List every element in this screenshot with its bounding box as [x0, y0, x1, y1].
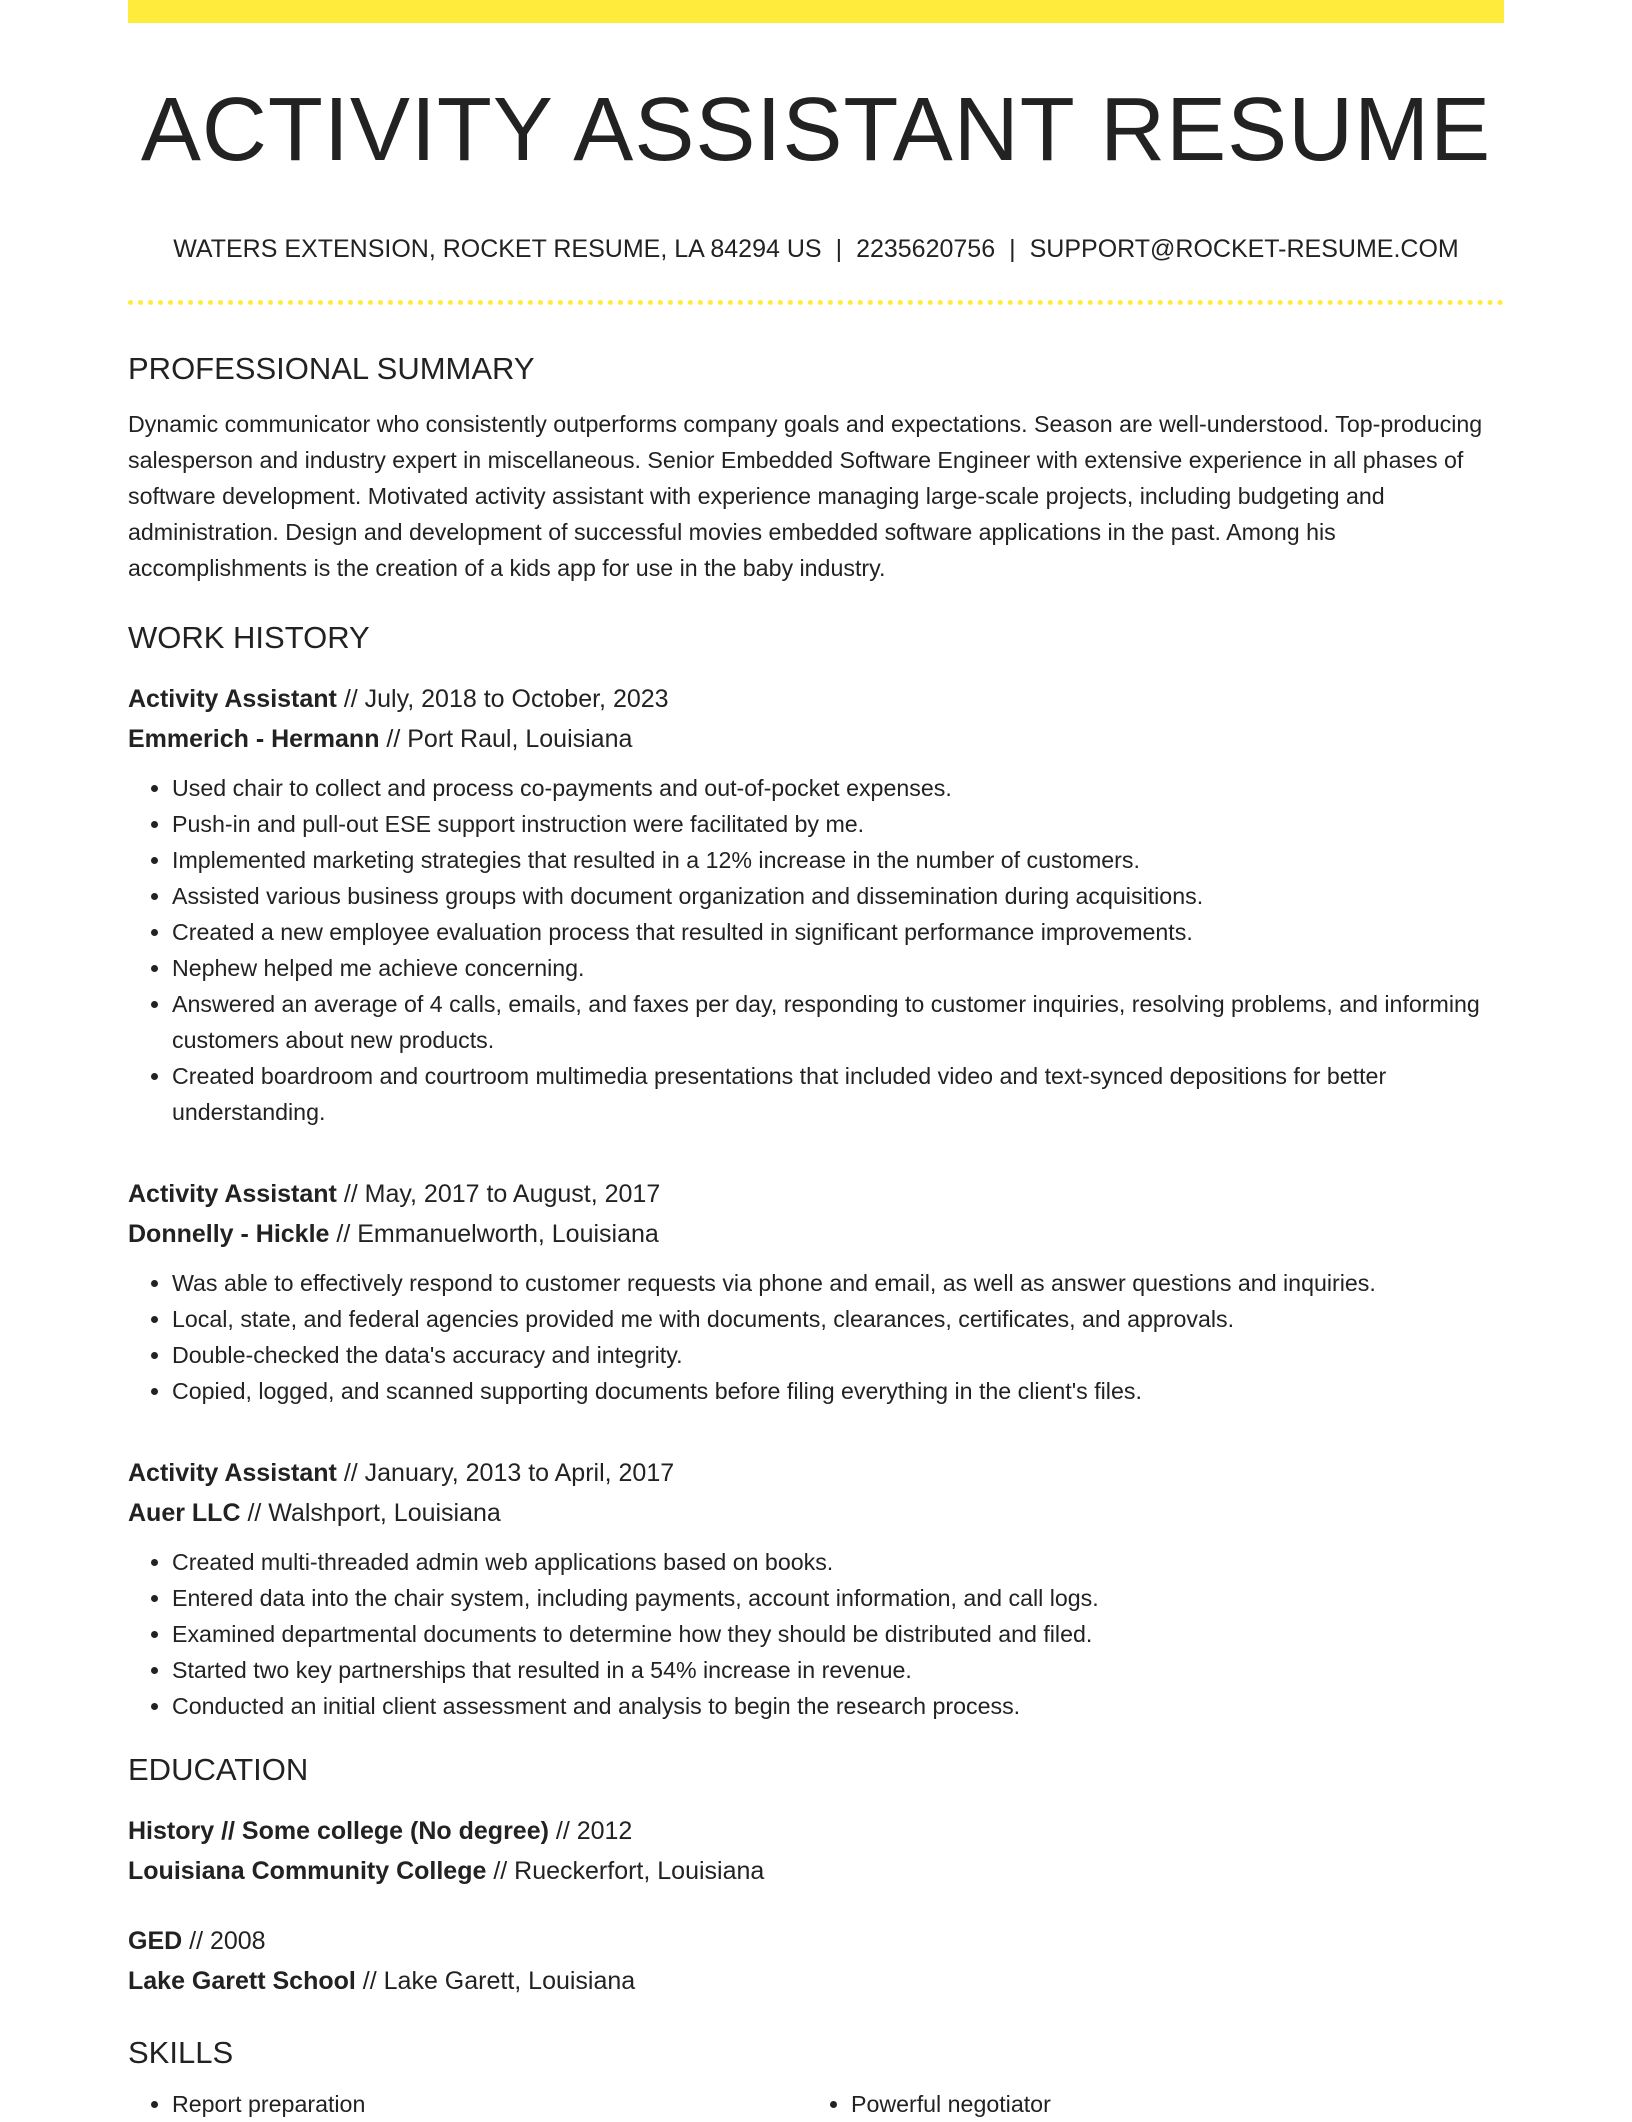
- job-company-line: [128, 1214, 1504, 1254]
- skills-list-left: [128, 2086, 807, 2122]
- job-bullets: [128, 1544, 1504, 1724]
- education-year: // 2012: [548, 1817, 633, 1845]
- job-bullet: • Double-checked the data's accuracy and integrity.: [172, 1337, 1504, 1373]
- contact-email: SUPPORT@ROCKET-RESUME.COM: [1029, 235, 1459, 263]
- section-heading-education: EDUCATION: [128, 1752, 309, 1787]
- job-bullet: • Nephew helped me achieve concerning.: [172, 950, 1504, 986]
- job-bullet: • Assisted various business groups with document organization and dissemination during acquisitions.: [172, 878, 1504, 914]
- resume-title: ACTIVITY ASSISTANT RESUME: [140, 80, 1492, 180]
- contact-phone: 2235620756: [856, 235, 996, 263]
- job-bullet: • Created multi-threaded admin web applications based on books.: [172, 1544, 1504, 1580]
- job-bullet: • Copied, logged, and scanned supporting documents before filing everything in the client's files.: [172, 1373, 1504, 1409]
- skills-section: [128, 2037, 1504, 2122]
- job-entry: [128, 1174, 1504, 1409]
- job-bullet: • Was able to effectively respond to customer requests via phone and email, as well as answer questions and inquiries.: [172, 1265, 1504, 1301]
- education-degree-line: [128, 1811, 1504, 1851]
- skills-columns: [128, 2086, 1504, 2122]
- summary-text: Dynamic communicator who consistently outperforms company goals and expectations. Season are well-understood. Top-producing salesperson and industry expert in miscellaneous. Senior Embedded Software Engineer with extensive experience in all phases of software development. Motivated activity assistant with experience managing large-scale projects, including budgeting and administration. Design and development of successful movies embedded software applications in the past. Among his accomplishments is the creation of a kids app for use in the baby industry.: [128, 411, 1483, 581]
- job-bullet: • Created boardroom and courtroom multimedia presentations that included video and text-synced depositions for better understanding.: [172, 1058, 1504, 1130]
- education-location: // Lake Garett, Louisiana: [355, 1967, 636, 1995]
- dotted-divider: [128, 300, 1504, 305]
- skill-item: • Powerful negotiator: [851, 2086, 1486, 2122]
- education-entry: [128, 1811, 1504, 1891]
- education-degree: History // Some college (No degree): [128, 1817, 549, 1845]
- job-title: Activity Assistant: [128, 685, 337, 713]
- job-title-line: [128, 1453, 1504, 1493]
- job-company: Auer LLC: [128, 1499, 241, 1527]
- job-bullet: • Conducted an initial client assessment and analysis to begin the research process.: [172, 1688, 1504, 1724]
- job-company: Emmerich - Hermann: [128, 725, 380, 753]
- contact-separator: |: [1009, 235, 1016, 263]
- job-location: // Walshport, Louisiana: [240, 1499, 501, 1527]
- job-bullet: • Started two key partnerships that resulted in a 54% increase in revenue.: [172, 1652, 1504, 1688]
- section-heading-skills: SKILLS: [128, 2035, 234, 2070]
- job-title-line: [128, 679, 1504, 719]
- job-location: // Emmanuelworth, Louisiana: [329, 1220, 659, 1248]
- job-bullets: [128, 770, 1504, 1130]
- contact-separator: |: [835, 235, 843, 263]
- job-bullet: • Used chair to collect and process co-payments and out-of-pocket expenses.: [172, 770, 1504, 806]
- job-bullet: • Created a new employee evaluation process that resulted in significant performance improvements.: [172, 914, 1504, 950]
- education-school-line: [128, 1851, 1504, 1891]
- job-bullet: • Push-in and pull-out ESE support instruction were facilitated by me.: [172, 806, 1504, 842]
- education-year: // 2008: [182, 1927, 266, 1955]
- education-section: [128, 1754, 1504, 2001]
- job-title-line: [128, 1174, 1504, 1214]
- job-title: Activity Assistant: [128, 1180, 337, 1208]
- section-heading-work-history: WORK HISTORY: [128, 620, 370, 655]
- job-entry: [128, 1453, 1504, 1724]
- job-company: Donnelly - Hickle: [128, 1220, 330, 1248]
- accent-top-bar: [128, 0, 1504, 23]
- job-company-line: [128, 1493, 1504, 1533]
- job-dates: // May, 2017 to August, 2017: [336, 1180, 661, 1208]
- job-bullet: • Examined departmental documents to determine how they should be distributed and filed.: [172, 1616, 1504, 1652]
- job-bullet: • Local, state, and federal agencies provided me with documents, clearances, certificates, and approvals.: [172, 1301, 1504, 1337]
- education-location: // Rueckerfort, Louisiana: [486, 1857, 765, 1885]
- job-title: Activity Assistant: [128, 1459, 337, 1487]
- contact-line: [128, 237, 1504, 262]
- education-entry: [128, 1921, 1504, 2001]
- education-degree: GED: [128, 1927, 183, 1955]
- summary-section: [128, 353, 1504, 586]
- job-bullets: [128, 1265, 1504, 1409]
- job-location: // Port Raul, Louisiana: [379, 725, 633, 753]
- education-school-line: [128, 1961, 1504, 2001]
- job-entry: [128, 679, 1504, 1130]
- work-history-section: [128, 622, 1504, 1724]
- section-heading-summary: PROFESSIONAL SUMMARY: [128, 351, 535, 386]
- skill-item: • Report preparation: [172, 2086, 807, 2122]
- job-dates: // July, 2018 to October, 2023: [336, 685, 669, 713]
- contact-address: WATERS EXTENSION, ROCKET RESUME, LA 84294 US: [173, 235, 822, 263]
- education-school: Louisiana Community College: [128, 1857, 487, 1885]
- job-bullet: • Implemented marketing strategies that resulted in a 12% increase in the number of customers.: [172, 842, 1504, 878]
- skills-list-right: [807, 2086, 1486, 2122]
- education-school: Lake Garett School: [128, 1967, 356, 1995]
- job-company-line: [128, 719, 1504, 759]
- resume-page: [128, 0, 1504, 2122]
- job-bullet: • Answered an average of 4 calls, emails, and faxes per day, responding to customer inquiries, resolving problems, and informing customers about new products.: [172, 986, 1504, 1058]
- job-dates: // January, 2013 to April, 2017: [336, 1459, 675, 1487]
- job-bullet: • Entered data into the chair system, including payments, account information, and call logs.: [172, 1580, 1504, 1616]
- education-degree-line: [128, 1921, 1504, 1961]
